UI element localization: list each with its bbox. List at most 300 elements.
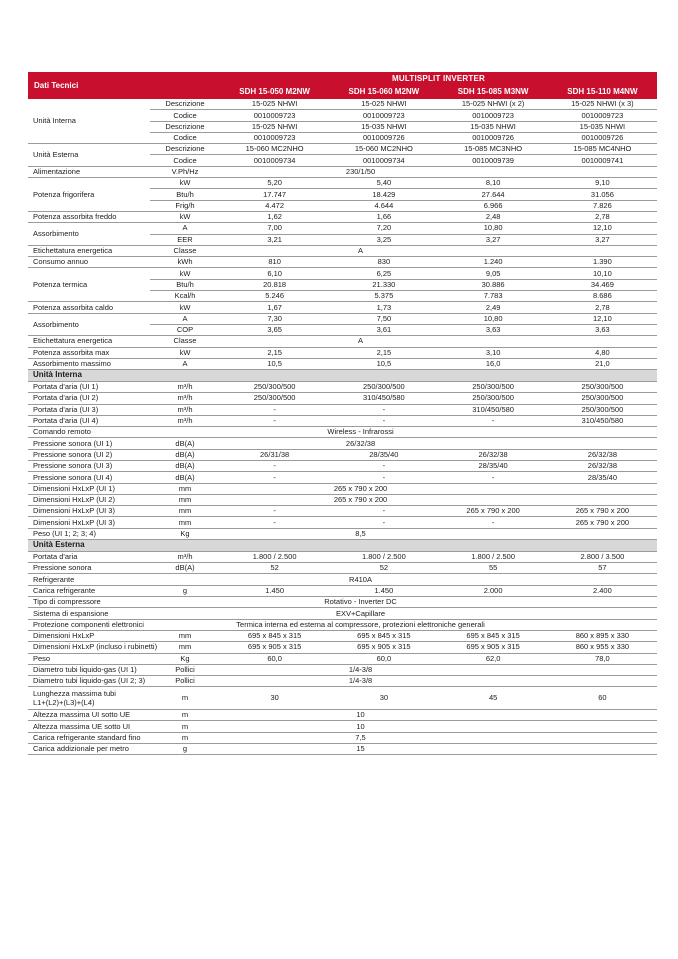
row-label: Portata d'aria (UI 2) [28, 393, 150, 404]
row-label: Carica refrigerante [28, 585, 150, 596]
spec-row [28, 721, 657, 732]
row-value: 0010009734 [220, 155, 329, 166]
row-value: 830 [329, 257, 438, 268]
row-value: 15-025 NHWI (x 3) [548, 99, 657, 110]
row-value: 12,10 [548, 313, 657, 324]
row-unit: COP [150, 324, 220, 335]
row-value: 2,15 [329, 347, 438, 358]
row-value: 8.686 [548, 291, 657, 302]
row-span-value: 10 [220, 721, 657, 732]
row-value: 60,0 [329, 653, 438, 664]
row-value: 1.240 [439, 257, 548, 268]
row-value: 30 [329, 687, 438, 710]
row-span-value: EXV+Capillare [220, 608, 657, 619]
row-unit: Kg [150, 653, 220, 664]
row-value: 3,63 [548, 324, 657, 335]
row-value: 10,5 [329, 358, 438, 369]
row-unit: EER [150, 234, 220, 245]
unit-column-header [150, 72, 220, 99]
row-value: 2,78 [548, 302, 657, 313]
section-label: Unità Interna [28, 370, 657, 382]
spec-row [28, 415, 657, 426]
row-label: Portata d'aria [28, 551, 150, 562]
row-value: 3,65 [220, 324, 329, 335]
row-label: Portata d'aria (UI 4) [28, 415, 150, 426]
spec-row [28, 506, 657, 517]
spec-row [28, 347, 657, 358]
spec-row [28, 268, 657, 279]
spec-row [28, 574, 657, 585]
row-unit: g [150, 743, 220, 754]
row-value: 30.886 [439, 279, 548, 290]
row-label: Dimensioni HxLxP (incluso i rubinetti) [28, 642, 150, 653]
row-value: 0010009723 [439, 110, 548, 121]
row-value: 250/300/500 [220, 381, 329, 392]
row-label: Pressione sonora [28, 563, 150, 574]
row-value: 1.450 [220, 585, 329, 596]
row-value: 0010009726 [548, 132, 657, 143]
row-value: 26/32/38 [548, 449, 657, 460]
spec-row [28, 653, 657, 664]
row-unit: m [150, 721, 220, 732]
row-value: 695 x 905 x 315 [329, 642, 438, 653]
row-value: 27.644 [439, 189, 548, 200]
row-value: 31.056 [548, 189, 657, 200]
row-unit [150, 619, 220, 630]
spec-table [28, 72, 657, 755]
model-column-header: SDH 15-110 M4NW [548, 85, 657, 99]
row-label: Tipo di compressore [28, 597, 150, 608]
spec-row [28, 166, 657, 177]
dati-tecnici-header: Dati Tecnici [28, 72, 150, 99]
row-unit: g [150, 585, 220, 596]
row-value: - [220, 461, 329, 472]
row-unit: Classe [150, 245, 220, 256]
row-unit: mm [150, 483, 220, 494]
row-value: 34.469 [548, 279, 657, 290]
spec-row [28, 732, 657, 743]
row-unit: Descrizione [150, 144, 220, 155]
row-value: 15-025 NHWI [329, 99, 438, 110]
row-value: 265 x 790 x 200 [548, 506, 657, 517]
row-value: 15-035 NHWI [439, 121, 548, 132]
row-span-value: A [220, 245, 657, 256]
row-value: 28/35/40 [439, 461, 548, 472]
row-value: 20.818 [220, 279, 329, 290]
row-value: 860 x 955 x 330 [548, 642, 657, 653]
row-label: Peso (UI 1; 2; 3; 4) [28, 528, 150, 539]
spec-row [28, 144, 657, 155]
row-label: Pressione sonora (UI 1) [28, 438, 150, 449]
model-column-header: SDH 15-050 M2NW [220, 85, 329, 99]
row-value: 7,50 [329, 313, 438, 324]
row-value: 250/300/500 [548, 393, 657, 404]
spec-row [28, 710, 657, 721]
row-span-value: 265 x 790 x 200 [220, 483, 657, 494]
row-value: - [439, 517, 548, 528]
row-value: 860 x 895 x 330 [548, 630, 657, 641]
row-value: 15-085 MC4NHO [548, 144, 657, 155]
row-value: 265 x 790 x 200 [439, 506, 548, 517]
row-value: 0010009726 [329, 132, 438, 143]
row-unit: kWh [150, 257, 220, 268]
row-value: 0010009723 [220, 132, 329, 143]
row-label: Portata d'aria (UI 3) [28, 404, 150, 415]
row-unit: A [150, 223, 220, 234]
row-value: 52 [220, 563, 329, 574]
model-column-header: SDH 15-085 M3NW [439, 85, 548, 99]
row-unit: Codice [150, 132, 220, 143]
row-value: 7.783 [439, 291, 548, 302]
spec-row [28, 563, 657, 574]
row-value: 6,10 [220, 268, 329, 279]
section-row [28, 540, 657, 552]
row-label: Sistema di espansione [28, 608, 150, 619]
spec-row [28, 528, 657, 539]
row-value: 28/35/40 [329, 449, 438, 460]
row-label: Pressione sonora (UI 2) [28, 449, 150, 460]
row-unit [150, 427, 220, 438]
spec-row [28, 99, 657, 110]
row-label: Diametro tubi liquido-gas (UI 2; 3) [28, 676, 150, 687]
row-value: 0010009723 [220, 110, 329, 121]
table-title: MULTISPLIT INVERTER [220, 72, 657, 85]
row-span-value: 230/1/50 [220, 166, 657, 177]
row-label: Peso [28, 653, 150, 664]
row-unit: Descrizione [150, 99, 220, 110]
row-value: - [439, 472, 548, 483]
spec-row [28, 313, 657, 324]
row-unit: kW [150, 178, 220, 189]
row-value: 5,40 [329, 178, 438, 189]
row-value: 3,61 [329, 324, 438, 335]
row-label: Altezza massima UI sotto UE [28, 710, 150, 721]
row-label: Dimensioni HxLxP (UI 3) [28, 506, 150, 517]
row-value: 10,80 [439, 223, 548, 234]
row-value: 2.800 / 3.500 [548, 551, 657, 562]
spec-row [28, 472, 657, 483]
row-value: 3,27 [439, 234, 548, 245]
row-unit: dB(A) [150, 438, 220, 449]
row-value: - [220, 472, 329, 483]
row-value: 0010009726 [439, 132, 548, 143]
row-unit: kW [150, 347, 220, 358]
row-unit: kW [150, 268, 220, 279]
spec-row [28, 597, 657, 608]
row-unit: m [150, 710, 220, 721]
row-span-value: Termica interna ed esterna al compressore, protezioni elettroniche generali [220, 619, 657, 630]
row-unit: m³/h [150, 381, 220, 392]
row-value: 2,78 [548, 211, 657, 222]
row-unit: dB(A) [150, 461, 220, 472]
row-unit: m³/h [150, 415, 220, 426]
row-value: 15-060 MC2NHO [220, 144, 329, 155]
row-value: 4.644 [329, 200, 438, 211]
row-label: Potenza assorbita freddo [28, 211, 150, 222]
row-label: Alimentazione [28, 166, 150, 177]
row-value: 52 [329, 563, 438, 574]
row-label: Refrigerante [28, 574, 150, 585]
row-value: 57 [548, 563, 657, 574]
section-row [28, 370, 657, 382]
row-label: Pressione sonora (UI 3) [28, 461, 150, 472]
row-span-value: Wireless - Infrarossi [220, 427, 657, 438]
row-value: 695 x 845 x 315 [220, 630, 329, 641]
row-unit: A [150, 358, 220, 369]
row-label: Unità Esterna [28, 144, 150, 167]
spec-row [28, 585, 657, 596]
row-unit: kW [150, 211, 220, 222]
row-value: 1.390 [548, 257, 657, 268]
row-label: Dimensioni HxLxP (UI 1) [28, 483, 150, 494]
row-value: 5,20 [220, 178, 329, 189]
row-value: 60 [548, 687, 657, 710]
row-value: 695 x 845 x 315 [439, 630, 548, 641]
row-value: 2.000 [439, 585, 548, 596]
row-label: Protezione componenti elettronici [28, 619, 150, 630]
spec-row [28, 404, 657, 415]
row-unit: V.Ph/Hz [150, 166, 220, 177]
row-unit: Descrizione [150, 121, 220, 132]
row-value: 15-035 NHWI [548, 121, 657, 132]
row-value: 310/450/580 [329, 393, 438, 404]
row-unit: dB(A) [150, 563, 220, 574]
row-value: 3,25 [329, 234, 438, 245]
row-value: 5.246 [220, 291, 329, 302]
row-unit: mm [150, 642, 220, 653]
row-value: 1,73 [329, 302, 438, 313]
row-value: 15-085 MC3NHO [439, 144, 548, 155]
row-label: Potenza assorbita caldo [28, 302, 150, 313]
row-value: 9,05 [439, 268, 548, 279]
spec-row [28, 551, 657, 562]
row-unit [150, 574, 220, 585]
row-span-value: 10 [220, 710, 657, 721]
row-unit: mm [150, 506, 220, 517]
spec-row [28, 178, 657, 189]
row-value: 28/35/40 [548, 472, 657, 483]
row-unit: Kcal/h [150, 291, 220, 302]
row-unit: mm [150, 517, 220, 528]
row-value: 310/450/580 [548, 415, 657, 426]
spec-row [28, 257, 657, 268]
row-label: Carica refrigerante standard fino [28, 732, 150, 743]
row-value: 26/32/38 [439, 449, 548, 460]
row-value: 15-035 NHWI [329, 121, 438, 132]
row-value: 2,15 [220, 347, 329, 358]
row-label: Dimensioni HxLxP (UI 3) [28, 517, 150, 528]
row-unit: dB(A) [150, 472, 220, 483]
row-value: 10,5 [220, 358, 329, 369]
row-span-value: 26/32/38 [220, 438, 657, 449]
spec-row [28, 619, 657, 630]
spec-row [28, 393, 657, 404]
row-value: - [329, 415, 438, 426]
row-value: 250/300/500 [439, 393, 548, 404]
spec-row [28, 664, 657, 675]
row-unit: Codice [150, 155, 220, 166]
row-unit: A [150, 313, 220, 324]
row-value: 250/300/500 [220, 393, 329, 404]
row-value: 78,0 [548, 653, 657, 664]
row-value: 0010009739 [439, 155, 548, 166]
row-value: 0010009723 [548, 110, 657, 121]
row-value: - [220, 404, 329, 415]
row-value: 18.429 [329, 189, 438, 200]
row-value: 7.826 [548, 200, 657, 211]
spec-row [28, 358, 657, 369]
row-label: Pressione sonora (UI 4) [28, 472, 150, 483]
row-label: Unità Interna [28, 99, 150, 144]
row-value: 45 [439, 687, 548, 710]
row-value: 265 x 790 x 200 [548, 517, 657, 528]
spec-row [28, 608, 657, 619]
row-value: 26/31/38 [220, 449, 329, 460]
row-unit: m [150, 687, 220, 710]
row-label: Assorbimento [28, 223, 150, 246]
table-header [28, 72, 657, 99]
row-value: 1,67 [220, 302, 329, 313]
row-span-value: 1/4-3/8 [220, 664, 657, 675]
row-span-value: A [220, 336, 657, 347]
spec-row [28, 461, 657, 472]
row-span-value: R410A [220, 574, 657, 585]
spec-row [28, 381, 657, 392]
row-value: 3,10 [439, 347, 548, 358]
row-value: 0010009741 [548, 155, 657, 166]
row-label: Dimensioni HxLxP [28, 630, 150, 641]
row-span-value: 265 x 790 x 200 [220, 494, 657, 505]
row-value: - [329, 517, 438, 528]
spec-row [28, 302, 657, 313]
row-value: 1,62 [220, 211, 329, 222]
row-value: - [220, 506, 329, 517]
row-label: Potenza frigorifera [28, 178, 150, 212]
row-value: - [329, 461, 438, 472]
row-value: 4,80 [548, 347, 657, 358]
row-value: 7,00 [220, 223, 329, 234]
row-label: Assorbimento massimo [28, 358, 150, 369]
row-label: Potenza assorbita max [28, 347, 150, 358]
spec-row [28, 687, 657, 710]
row-unit [150, 608, 220, 619]
row-unit: Pollici [150, 676, 220, 687]
row-unit: Classe [150, 336, 220, 347]
row-label: Carica addizionale per metro [28, 743, 150, 754]
row-label: Lunghezza massima tubi L1+(L2)+(L3)+(L4) [28, 687, 150, 710]
spec-row [28, 483, 657, 494]
row-unit: Pollici [150, 664, 220, 675]
spec-row [28, 223, 657, 234]
row-value: 250/300/500 [548, 404, 657, 415]
row-value: 2,49 [439, 302, 548, 313]
row-value: 15-025 NHWI [220, 99, 329, 110]
row-value: 7,30 [220, 313, 329, 324]
row-value: 26/32/38 [548, 461, 657, 472]
row-span-value: 7,5 [220, 732, 657, 743]
row-label: Portata d'aria (UI 1) [28, 381, 150, 392]
row-label: Altezza massima UE sotto UI [28, 721, 150, 732]
model-column-header: SDH 15-060 M2NW [329, 85, 438, 99]
row-unit: mm [150, 630, 220, 641]
row-label: Comando remoto [28, 427, 150, 438]
row-value: 15-025 NHWI [220, 121, 329, 132]
row-value: 1.800 / 2.500 [220, 551, 329, 562]
row-value: 2.400 [548, 585, 657, 596]
row-unit: kW [150, 302, 220, 313]
row-value: 21.330 [329, 279, 438, 290]
row-value: 15-060 MC2NHO [329, 144, 438, 155]
row-value: - [329, 472, 438, 483]
table-body [28, 99, 657, 755]
row-unit: dB(A) [150, 449, 220, 460]
row-value: 10,10 [548, 268, 657, 279]
row-unit [150, 597, 220, 608]
row-value: 0010009723 [329, 110, 438, 121]
row-unit: m³/h [150, 393, 220, 404]
row-label: Etichettatura energetica [28, 245, 150, 256]
row-value: - [329, 506, 438, 517]
row-value: 16,0 [439, 358, 548, 369]
row-value: 8,10 [439, 178, 548, 189]
row-unit: m [150, 732, 220, 743]
row-span-value: 8,5 [220, 528, 657, 539]
row-value: 310/450/580 [439, 404, 548, 415]
row-value: 695 x 905 x 315 [220, 642, 329, 653]
row-value: 695 x 845 x 315 [329, 630, 438, 641]
row-value: 62,0 [439, 653, 548, 664]
spec-row [28, 676, 657, 687]
row-value: 55 [439, 563, 548, 574]
row-unit: Frig/h [150, 200, 220, 211]
row-label: Diametro tubi liquido-gas (UI 1) [28, 664, 150, 675]
row-value: 810 [220, 257, 329, 268]
row-span-value: 15 [220, 743, 657, 754]
spec-row [28, 427, 657, 438]
spec-row [28, 630, 657, 641]
row-value: 6.966 [439, 200, 548, 211]
row-value: 5.375 [329, 291, 438, 302]
row-label: Dimensioni HxLxP (UI 2) [28, 494, 150, 505]
row-value: - [220, 517, 329, 528]
row-value: 7,20 [329, 223, 438, 234]
row-value: 30 [220, 687, 329, 710]
row-value: 4.472 [220, 200, 329, 211]
row-value: 1.450 [329, 585, 438, 596]
row-unit: m³/h [150, 404, 220, 415]
row-value: 3,21 [220, 234, 329, 245]
row-span-value: Rotativo - Inverter DC [220, 597, 657, 608]
row-value: 21,0 [548, 358, 657, 369]
row-value: 17.747 [220, 189, 329, 200]
spec-row [28, 449, 657, 460]
row-span-value: 1/4-3/8 [220, 676, 657, 687]
row-label: Etichettatura energetica [28, 336, 150, 347]
row-value: 10,80 [439, 313, 548, 324]
row-unit: Kg [150, 528, 220, 539]
row-label: Potenza termica [28, 268, 150, 302]
row-unit: mm [150, 494, 220, 505]
row-value: 3,63 [439, 324, 548, 335]
spec-row [28, 211, 657, 222]
section-label: Unità Esterna [28, 540, 657, 552]
row-value: 250/300/500 [439, 381, 548, 392]
row-label: Assorbimento [28, 313, 150, 336]
row-value: 9,10 [548, 178, 657, 189]
row-value: - [439, 415, 548, 426]
row-value: 1.800 / 2.500 [439, 551, 548, 562]
row-unit: Btu/h [150, 279, 220, 290]
